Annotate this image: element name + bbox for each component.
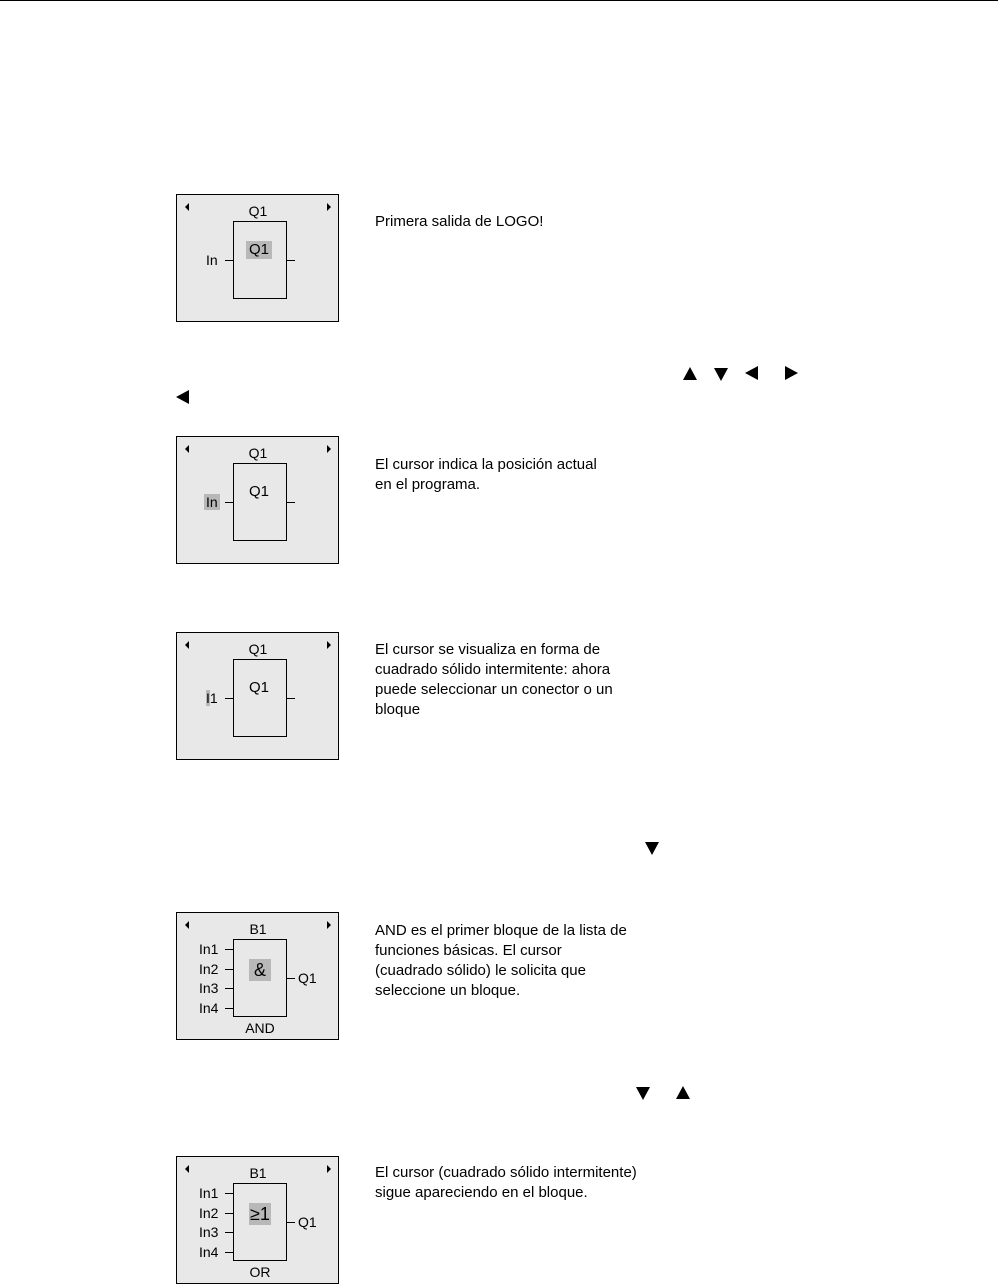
left-arrow-key-icon <box>176 390 189 404</box>
output-label: Q1 <box>298 970 317 986</box>
input-connector <box>225 1008 233 1009</box>
header-rule <box>0 0 998 1</box>
description-line: cuadrado sólido intermitente: ahora <box>375 661 611 678</box>
output-connector <box>287 260 295 261</box>
gate-symbol-selected: ≥1 <box>250 1204 270 1224</box>
function-name: AND <box>245 1020 275 1036</box>
description-2 <box>375 455 597 495</box>
output-connector <box>287 698 295 699</box>
description-line: AND es el primer bloque de la lista de <box>375 922 627 939</box>
scroll-right-icon <box>327 1165 331 1173</box>
block-label: Q1 <box>248 679 269 696</box>
description-4 <box>375 921 627 1001</box>
input-connector <box>225 969 233 970</box>
input-connector <box>225 1193 233 1194</box>
scroll-right-icon <box>327 641 331 649</box>
output-label: Q1 <box>298 1214 317 1230</box>
description-line: sigue apareciendo en el bloque. <box>375 1184 588 1201</box>
up-arrow-key-icon <box>683 367 697 380</box>
input-label: In3 <box>199 980 219 996</box>
blinking-cursor: I <box>206 690 210 706</box>
description-line: bloque <box>375 701 421 718</box>
input-label: In2 <box>199 961 219 977</box>
input-connector <box>225 1232 233 1233</box>
up-arrow-key-icon <box>676 1086 690 1099</box>
input-connector <box>225 502 233 503</box>
block-title: Q1 <box>248 445 268 461</box>
input-connector <box>225 698 233 699</box>
input-label: In2 <box>199 1205 219 1221</box>
scroll-left-icon <box>185 1165 189 1173</box>
right-arrow-key-icon <box>785 366 798 380</box>
scroll-left-icon <box>185 641 189 649</box>
description-line: seleccione un bloque. <box>375 982 521 999</box>
block-title: B1 <box>249 1165 267 1181</box>
description-line: puede seleccionar un conector o un <box>375 681 613 698</box>
block-label-selected: Q1 <box>246 241 272 259</box>
description-1 <box>375 212 543 232</box>
input-label: In <box>206 252 218 268</box>
input-connector <box>225 260 233 261</box>
description-5 <box>375 1163 637 1203</box>
scroll-left-icon <box>185 445 189 453</box>
function-block <box>233 659 287 737</box>
function-name: OR <box>249 1264 271 1280</box>
description-3 <box>375 640 613 720</box>
description-line: en el programa. <box>375 476 481 493</box>
input-label: In1 <box>199 1185 219 1201</box>
input-number: 1 <box>209 690 218 706</box>
description-line: funciones básicas. El cursor <box>375 942 562 959</box>
scroll-left-icon <box>185 921 189 929</box>
input-connector <box>225 988 233 989</box>
description-line: El cursor (cuadrado sólido intermitente) <box>375 1164 637 1181</box>
block-label: Q1 <box>248 483 269 500</box>
scroll-right-icon <box>327 203 331 211</box>
function-block <box>233 463 287 541</box>
left-arrow-key-icon <box>745 366 758 380</box>
input-connector <box>225 949 233 950</box>
block-title: Q1 <box>248 203 268 219</box>
output-connector <box>287 502 295 503</box>
input-label-selected: In <box>206 494 218 510</box>
block-title: Q1 <box>248 641 268 657</box>
input-label: In3 <box>199 1224 219 1240</box>
description-line: Primera salida de LOGO! <box>375 213 544 230</box>
input-label: In1 <box>199 941 219 957</box>
description-line: (cuadrado sólido) le solicita que <box>375 962 586 979</box>
lcd-display-3 <box>176 632 339 760</box>
scroll-right-icon <box>327 445 331 453</box>
output-connector <box>287 1222 295 1223</box>
down-arrow-key-icon <box>636 1087 650 1100</box>
input-label: In4 <box>199 1000 219 1016</box>
input-label <box>204 690 220 706</box>
down-arrow-key-icon <box>714 368 728 381</box>
lcd-display-5 <box>176 1156 339 1284</box>
function-block <box>233 221 287 299</box>
gate-symbol-selected: & <box>249 959 271 981</box>
description-line: El cursor se visualiza en forma de <box>375 641 601 658</box>
scroll-right-icon <box>327 921 331 929</box>
output-connector <box>287 978 295 979</box>
lcd-display-1 <box>176 194 339 322</box>
lcd-display-2 <box>176 436 339 564</box>
input-connector <box>225 1213 233 1214</box>
input-connector <box>225 1252 233 1253</box>
input-label: In4 <box>199 1244 219 1260</box>
block-title: B1 <box>249 921 267 937</box>
lcd-display-4 <box>176 912 339 1040</box>
description-line: El cursor indica la posición actual <box>375 456 597 473</box>
scroll-left-icon <box>185 203 189 211</box>
down-arrow-key-icon <box>645 842 659 855</box>
